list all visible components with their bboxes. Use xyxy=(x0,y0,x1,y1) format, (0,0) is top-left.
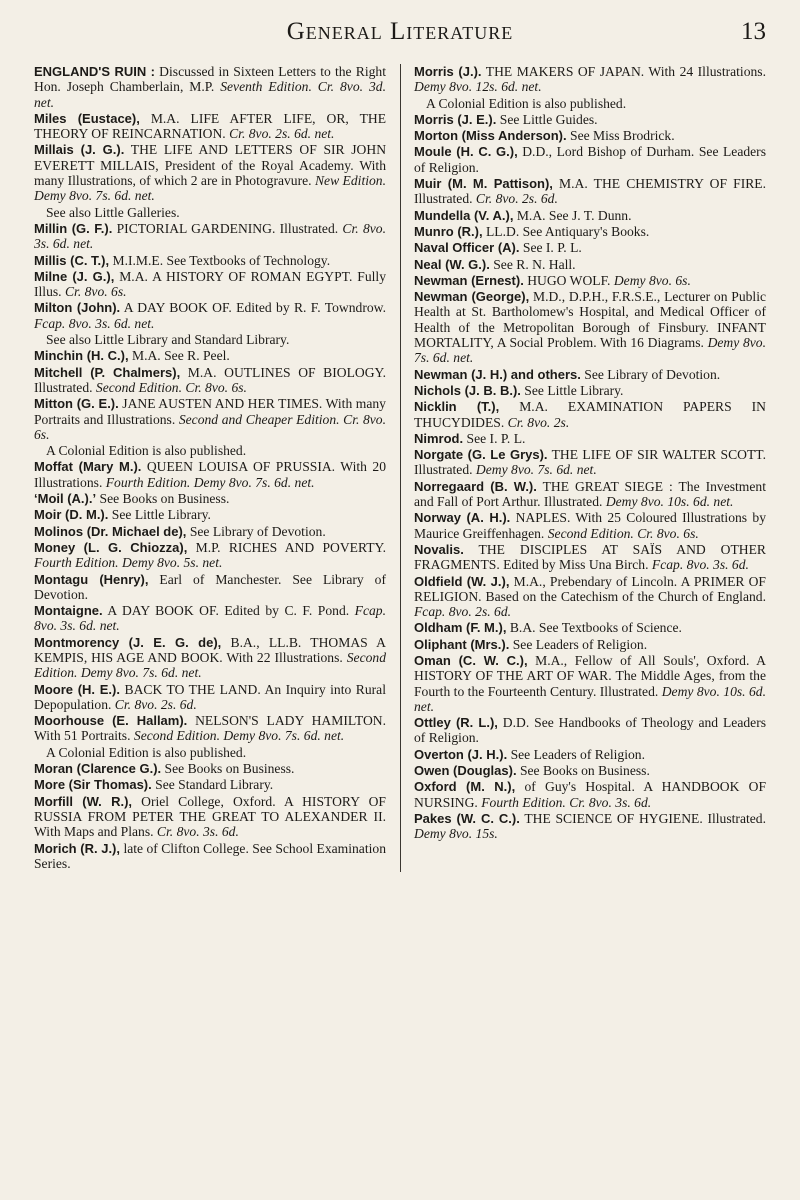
entry-edition: New Edition. Demy 8vo. 7s. 6d. net. xyxy=(34,173,386,204)
catalogue-entry xyxy=(414,240,766,255)
entry-edition: Fourth Edition. Cr. 8vo. 3s. 6d. xyxy=(481,794,652,810)
entry-author: Moore (H. E.). xyxy=(34,681,120,697)
entry-author: Miles (Eustace), xyxy=(34,110,140,126)
entry-edition: Cr. 8vo. 2s. 6d. net. xyxy=(229,126,335,142)
entry-author: Moffat (Mary M.). xyxy=(34,459,142,475)
catalogue-entry xyxy=(414,653,766,714)
entry-text: See Leaders of Religion. xyxy=(509,636,648,652)
entry-author: Nichols (J. B. B.). xyxy=(414,382,521,398)
entry-author: Overton (J. H.). xyxy=(414,746,508,762)
entry-edition: Fourth Edition. Demy 8vo. 7s. 6d. net. xyxy=(105,474,315,490)
catalogue-entry xyxy=(414,257,766,272)
entry-text: M.A. See J. T. Dunn. xyxy=(513,207,632,223)
entry-note: A Colonial Edition is also published. xyxy=(426,95,627,111)
entry-author: Montagu (Henry), xyxy=(34,571,149,587)
entry-author: Norway (A. H.). xyxy=(414,510,511,526)
entry-author: Newman (George), xyxy=(414,289,530,305)
entry-text: NAPLES. With 25 Coloured Illustrations by Maurice Greiffenhagen. xyxy=(414,510,766,541)
catalogue-entry xyxy=(414,510,766,541)
entry-edition: Second Edition. Cr. 8vo. 6s. xyxy=(547,525,699,541)
page-number: 13 xyxy=(741,18,766,45)
catalogue-entry xyxy=(414,289,766,365)
catalogue-entry xyxy=(414,112,766,127)
entry-author: Moorhouse (E. Hallam). xyxy=(34,713,188,729)
entry-author: Oldfield (W. J.), xyxy=(414,573,510,589)
catalogue-entry xyxy=(34,459,386,490)
entry-author: Moir (D. M.). xyxy=(34,507,109,523)
catalogue-entry xyxy=(414,447,766,478)
entry-note: A Colonial Edition is also published. xyxy=(46,443,247,459)
catalogue-entry xyxy=(34,841,386,872)
entry-author: Millais (J. G.). xyxy=(34,142,125,158)
entry-note: See also Little Galleries. xyxy=(46,204,180,220)
entry-text: HUGO WOLF. xyxy=(523,272,614,288)
running-head: General Literature xyxy=(286,18,514,45)
entry-text: M.A. OUTLINES OF BIOLOGY. Illustrated. xyxy=(34,364,386,395)
entry-author: Muir (M. M. Pattison), xyxy=(414,176,553,192)
entry-author: Norgate (G. Le Grys). xyxy=(414,447,548,463)
entry-author: Mitchell (P. Chalmers), xyxy=(34,364,181,380)
catalogue-entry xyxy=(34,794,386,840)
entry-text: See Standard Library. xyxy=(151,777,274,793)
entry-edition: Cr. 8vo. 3s. 6d. xyxy=(156,824,239,840)
entry-author: Morris (J.). xyxy=(414,64,482,79)
entry-author: Nimrod. xyxy=(414,430,464,446)
entry-text: BACK TO THE LAND. An Inquiry into Rural Depopulation. xyxy=(34,681,386,712)
entry-author: Munro (R.), xyxy=(414,223,483,239)
catalogue-entry xyxy=(34,761,386,776)
catalogue-entry xyxy=(414,144,766,175)
entry-edition: Second Edition. Cr. 8vo. 6s. xyxy=(95,379,247,395)
entry-edition: Fourth Edition. Demy 8vo. 5s. net. xyxy=(34,555,223,571)
entry-author: Newman (Ernest). xyxy=(414,272,524,288)
catalogue-entry xyxy=(34,682,386,713)
catalogue-entry xyxy=(414,383,766,398)
entry-author: Milne (J. G.), xyxy=(34,268,115,284)
entry-author: Moule (H. C. G.), xyxy=(414,144,518,160)
entry-author: Millis (C. T.), xyxy=(34,252,110,268)
entry-author: Oxford (M. N.), xyxy=(414,779,516,795)
entry-author: Novalis. xyxy=(414,541,464,557)
entry-text: of Guy's Hospital. A HANDBOOK OF NURSING. xyxy=(414,779,767,810)
entry-text: See Books on Business. xyxy=(96,491,230,507)
entry-text: late of Clifton College. See School Examination Series. xyxy=(34,840,386,871)
entry-author: Norregaard (B. W.). xyxy=(414,478,537,494)
entry-author: Nicklin (T.), xyxy=(414,399,500,415)
entry-edition: Fcap. 8vo. 2s. 6d. xyxy=(414,604,512,620)
column-divider xyxy=(400,64,401,872)
entry-edition: Second Edition. Demy 8vo. 7s. 6d. net. xyxy=(133,728,345,744)
catalogue-entry xyxy=(34,777,386,792)
catalogue-entry xyxy=(414,273,766,288)
entry-author: Montmorency (J. E. G. de), xyxy=(34,634,222,650)
entry-edition: Demy 8vo. 10s. 6d. net. xyxy=(605,494,734,510)
entry-author: Oldham (F. M.), xyxy=(414,620,507,636)
entry-text: M.A. A HISTORY OF ROMAN EGYPT. Fully Illus. xyxy=(34,268,386,300)
entry-note: See also Little Library and Standard Library. xyxy=(46,332,290,348)
entry-author: Minchin (H. C.), xyxy=(34,348,129,364)
entry-author: Money (L. G. Chiozza), xyxy=(34,539,188,555)
entry-text: M.I.M.E. See Textbooks of Technology. xyxy=(109,252,331,268)
entry-text: THE LIFE OF SIR WALTER SCOTT. Illustrated. xyxy=(414,447,766,478)
entry-text: See R. N. Hall. xyxy=(489,256,576,272)
entry-edition: Demy 8vo. 7s. 6d. net. xyxy=(414,335,766,366)
catalogue-entry xyxy=(414,399,766,430)
catalogue-entry xyxy=(34,540,386,571)
entry-text: See Miss Brodrick. xyxy=(566,128,675,144)
entry-author: Morris (J. E.). xyxy=(414,111,497,127)
catalogue-entry xyxy=(34,491,386,506)
catalogue-entry xyxy=(34,300,386,331)
catalogue-entry xyxy=(34,396,386,442)
entry-author: Oman (C. W. C.), xyxy=(414,652,528,668)
entry-edition: Demy 8vo. 15s. xyxy=(414,826,498,842)
catalogue-entry xyxy=(414,64,766,95)
catalogue-entry xyxy=(34,348,386,363)
catalogue-entry xyxy=(34,572,386,603)
catalogue-entry xyxy=(34,111,386,142)
page-header xyxy=(0,10,800,54)
entry-edition: Cr. 8vo. 2s. 6d. xyxy=(114,696,197,712)
catalogue-entry xyxy=(414,542,766,573)
catalogue-entry xyxy=(414,208,766,223)
entry-edition: Second and Cheaper Edition. Cr. 8vo. 6s. xyxy=(34,411,386,442)
entry-text: M.D., D.P.H., F.R.S.E., Lecturer on Public Health at St. Bartholomew's Hospital, and Medical Officer of Health of the Metropolitan Borough of Finsbury. INFANT MORTALITY, A Social Problem. With 16 Diagrams. xyxy=(414,289,767,351)
entry-text: NELSON'S LADY HAMILTON. With 51 Portraits. xyxy=(34,713,387,744)
entry-text: JANE AUSTEN AND HER TIMES. With many Portraits and Illustrations. xyxy=(34,396,386,427)
entry-text: See Library of Devotion. xyxy=(580,366,721,382)
entry-author: Newman (J. H.) and others. xyxy=(414,366,581,382)
entry-author: Ottley (R. L.), xyxy=(414,715,498,731)
catalogue-entry xyxy=(34,603,386,634)
catalogue-entry xyxy=(34,635,386,681)
catalogue-entry xyxy=(414,431,766,446)
entry-edition: Demy 8vo. 12s. 6d. net. xyxy=(414,79,542,95)
entry-author: Neal (W. G.). xyxy=(414,256,490,272)
entry-author: Molinos (Dr. Michael de), xyxy=(34,523,187,539)
columns xyxy=(34,64,766,872)
entry-author: Montaigne. xyxy=(34,603,103,619)
entry-text: THE SCIENCE OF HYGIENE. Illustrated. xyxy=(519,810,766,826)
entry-edition: Cr. 8vo. 2s. xyxy=(507,414,570,430)
entry-author: Moran (Clarence G.). xyxy=(34,761,162,777)
entry-note: A Colonial Edition is also published. xyxy=(46,744,247,760)
catalogue-entry xyxy=(414,224,766,239)
entry-edition: Demy 8vo. 6s. xyxy=(613,272,691,288)
entry-author: Mitton (G. E.). xyxy=(34,396,119,412)
catalogue-entry xyxy=(414,811,766,842)
entry-edition: Seventh Edition. Cr. 8vo. 3d. net. xyxy=(34,79,386,110)
catalogue-entry xyxy=(414,176,766,207)
catalogue-entry xyxy=(34,507,386,522)
entry-author: Pakes (W. C. C.). xyxy=(414,810,520,826)
entry-author: Morton (Miss Anderson). xyxy=(414,128,567,144)
entry-text: See Little Library. xyxy=(108,507,211,523)
entry-text: See I. P. L. xyxy=(519,240,582,256)
entry-text: Earl of Manchester. See Library of Devotion. xyxy=(34,571,386,602)
entry-edition: Cr. 8vo. 6s. xyxy=(64,284,127,300)
entry-edition: Fcap. 8vo. 3s. 6d. net. xyxy=(34,603,386,634)
entry-text: THE GREAT SIEGE : The Investment and Fall of Port Arthur. Illustrated. xyxy=(414,478,766,510)
catalogue-entry xyxy=(34,524,386,539)
entry-text: See Books on Business. xyxy=(516,763,650,779)
entry-edition: Cr. 8vo. 3s. 6d. net. xyxy=(34,220,386,252)
entry-edition: Second Edition. Demy 8vo. 7s. 6d. net. xyxy=(34,649,386,681)
catalogue-entry xyxy=(414,715,766,746)
entry-author: Naval Officer (A). xyxy=(414,240,520,256)
entry-text: M.P. RICHES AND POVERTY. xyxy=(187,539,386,555)
entry-text: See I. P. L. xyxy=(463,430,526,446)
entry-text: PICTORIAL GARDENING. Illustrated. xyxy=(112,220,343,236)
catalogue-entry xyxy=(414,367,766,382)
left-column xyxy=(34,64,386,872)
entry-text: M.A. See R. Peel. xyxy=(128,348,230,364)
entry-author: Oliphant (Mrs.). xyxy=(414,636,510,652)
entry-text: M.A. THE CHEMISTRY OF FIRE. Illustrated. xyxy=(414,176,766,207)
entry-text: See Little Guides. xyxy=(496,111,598,127)
entry-edition: Demy 8vo. 10s. 6d. net. xyxy=(414,683,766,714)
entry-author: Mundella (V. A.), xyxy=(414,207,514,223)
entry-text: A DAY BOOK OF. Edited by C. F. Pond. xyxy=(102,603,355,619)
entry-text: M.A. EXAMINATION PAPERS IN THUCYDIDES. xyxy=(414,399,766,430)
entry-text: Discussed in Sixteen Letters to the Right Hon. Joseph Chamberlain, M.P. xyxy=(34,64,386,95)
entry-text: B.A., LL.B. THOMAS A KEMPIS, HIS AGE AND BOOK. With 22 Illustrations. xyxy=(34,634,386,665)
catalogue-entry xyxy=(414,747,766,762)
entry-edition: Cr. 8vo. 2s. 6d. xyxy=(475,191,558,207)
catalogue-entry xyxy=(34,64,386,110)
entry-author: ENGLAND'S RUIN : xyxy=(34,64,155,79)
catalogue-entry xyxy=(414,620,766,635)
entry-text: D.D., Lord Bishop of Durham. See Leaders of Religion. xyxy=(414,144,767,175)
catalogue-entry xyxy=(414,574,766,620)
entry-author: Millin (G. F.). xyxy=(34,220,113,236)
catalogue-entry xyxy=(34,221,386,252)
catalogue-entry xyxy=(414,637,766,652)
entry-text: M.A., Prebendary of Lincoln. A PRIMER OF RELIGION. Based on the Catechism of the Church of England. xyxy=(414,573,766,604)
catalogue-entry xyxy=(34,142,386,203)
entry-text: See Library of Devotion. xyxy=(186,523,326,539)
right-column xyxy=(414,64,766,872)
entry-edition: Fcap. 8vo. 3s. 6d. net. xyxy=(34,315,155,331)
entry-text: See Leaders of Religion. xyxy=(507,746,645,762)
entry-text: See Books on Business. xyxy=(161,761,295,777)
entry-text: M.A., Fellow of All Souls', Oxford. A HISTORY OF THE ART OF WAR. The Middle Ages, from the Fourth to the Fourteenth Century. Illustrated. xyxy=(414,652,766,699)
catalogue-entry xyxy=(34,365,386,396)
catalogue-entry xyxy=(414,128,766,143)
catalogue-entry xyxy=(414,479,766,510)
entry-text: M.A. LIFE AFTER LIFE, OR, THE THEORY OF REINCARNATION. xyxy=(34,110,386,142)
entry-author: More (Sir Thomas). xyxy=(34,777,152,793)
entry-author: ‘Moil (A.).’ xyxy=(34,491,97,507)
entry-edition: Demy 8vo. 7s. 6d. net. xyxy=(475,462,597,478)
entry-text: B.A. See Textbooks of Science. xyxy=(506,620,682,636)
entry-text: THE DISCIPLES AT SAÏS AND OTHER FRAGMENTS. Edited by Miss Una Birch. xyxy=(414,541,766,573)
entry-text: THE MAKERS OF JAPAN. With 24 Illustrations. xyxy=(481,64,766,79)
catalogue-entry xyxy=(34,269,386,300)
entry-text: See Little Library. xyxy=(520,382,624,398)
entry-text: THE LIFE AND LETTERS OF SIR JOHN EVERETT MILLAIS, President of the Royal Academy. With many Illustrations, of which 2 are in Photogravure. xyxy=(34,142,387,189)
entry-author: Owen (Douglas). xyxy=(414,763,517,779)
entry-author: Milton (John). xyxy=(34,300,121,316)
catalogue-entry xyxy=(414,779,766,810)
catalogue-entry xyxy=(414,763,766,778)
entry-author: Morich (R. J.), xyxy=(34,840,121,856)
catalogue-entry xyxy=(34,713,386,744)
entry-author: Morfill (W. R.), xyxy=(34,793,133,809)
entry-text: QUEEN LOUISA OF PRUSSIA. With 20 Illustrations. xyxy=(34,459,386,490)
entry-text: A DAY BOOK OF. Edited by R. F. Towndrow. xyxy=(120,300,386,316)
catalogue-entry xyxy=(34,253,386,268)
entry-edition: Fcap. 8vo. 3s. 6d. xyxy=(651,557,749,573)
entry-text: LL.D. See Antiquary's Books. xyxy=(482,223,650,239)
entry-text: Oriel College, Oxford. A HISTORY OF RUSSIA FROM PETER THE GREAT TO ALEXANDER II. With Maps and Plans. xyxy=(34,793,386,840)
entry-text: D.D. See Handbooks of Theology and Leaders of Religion. xyxy=(414,715,767,746)
